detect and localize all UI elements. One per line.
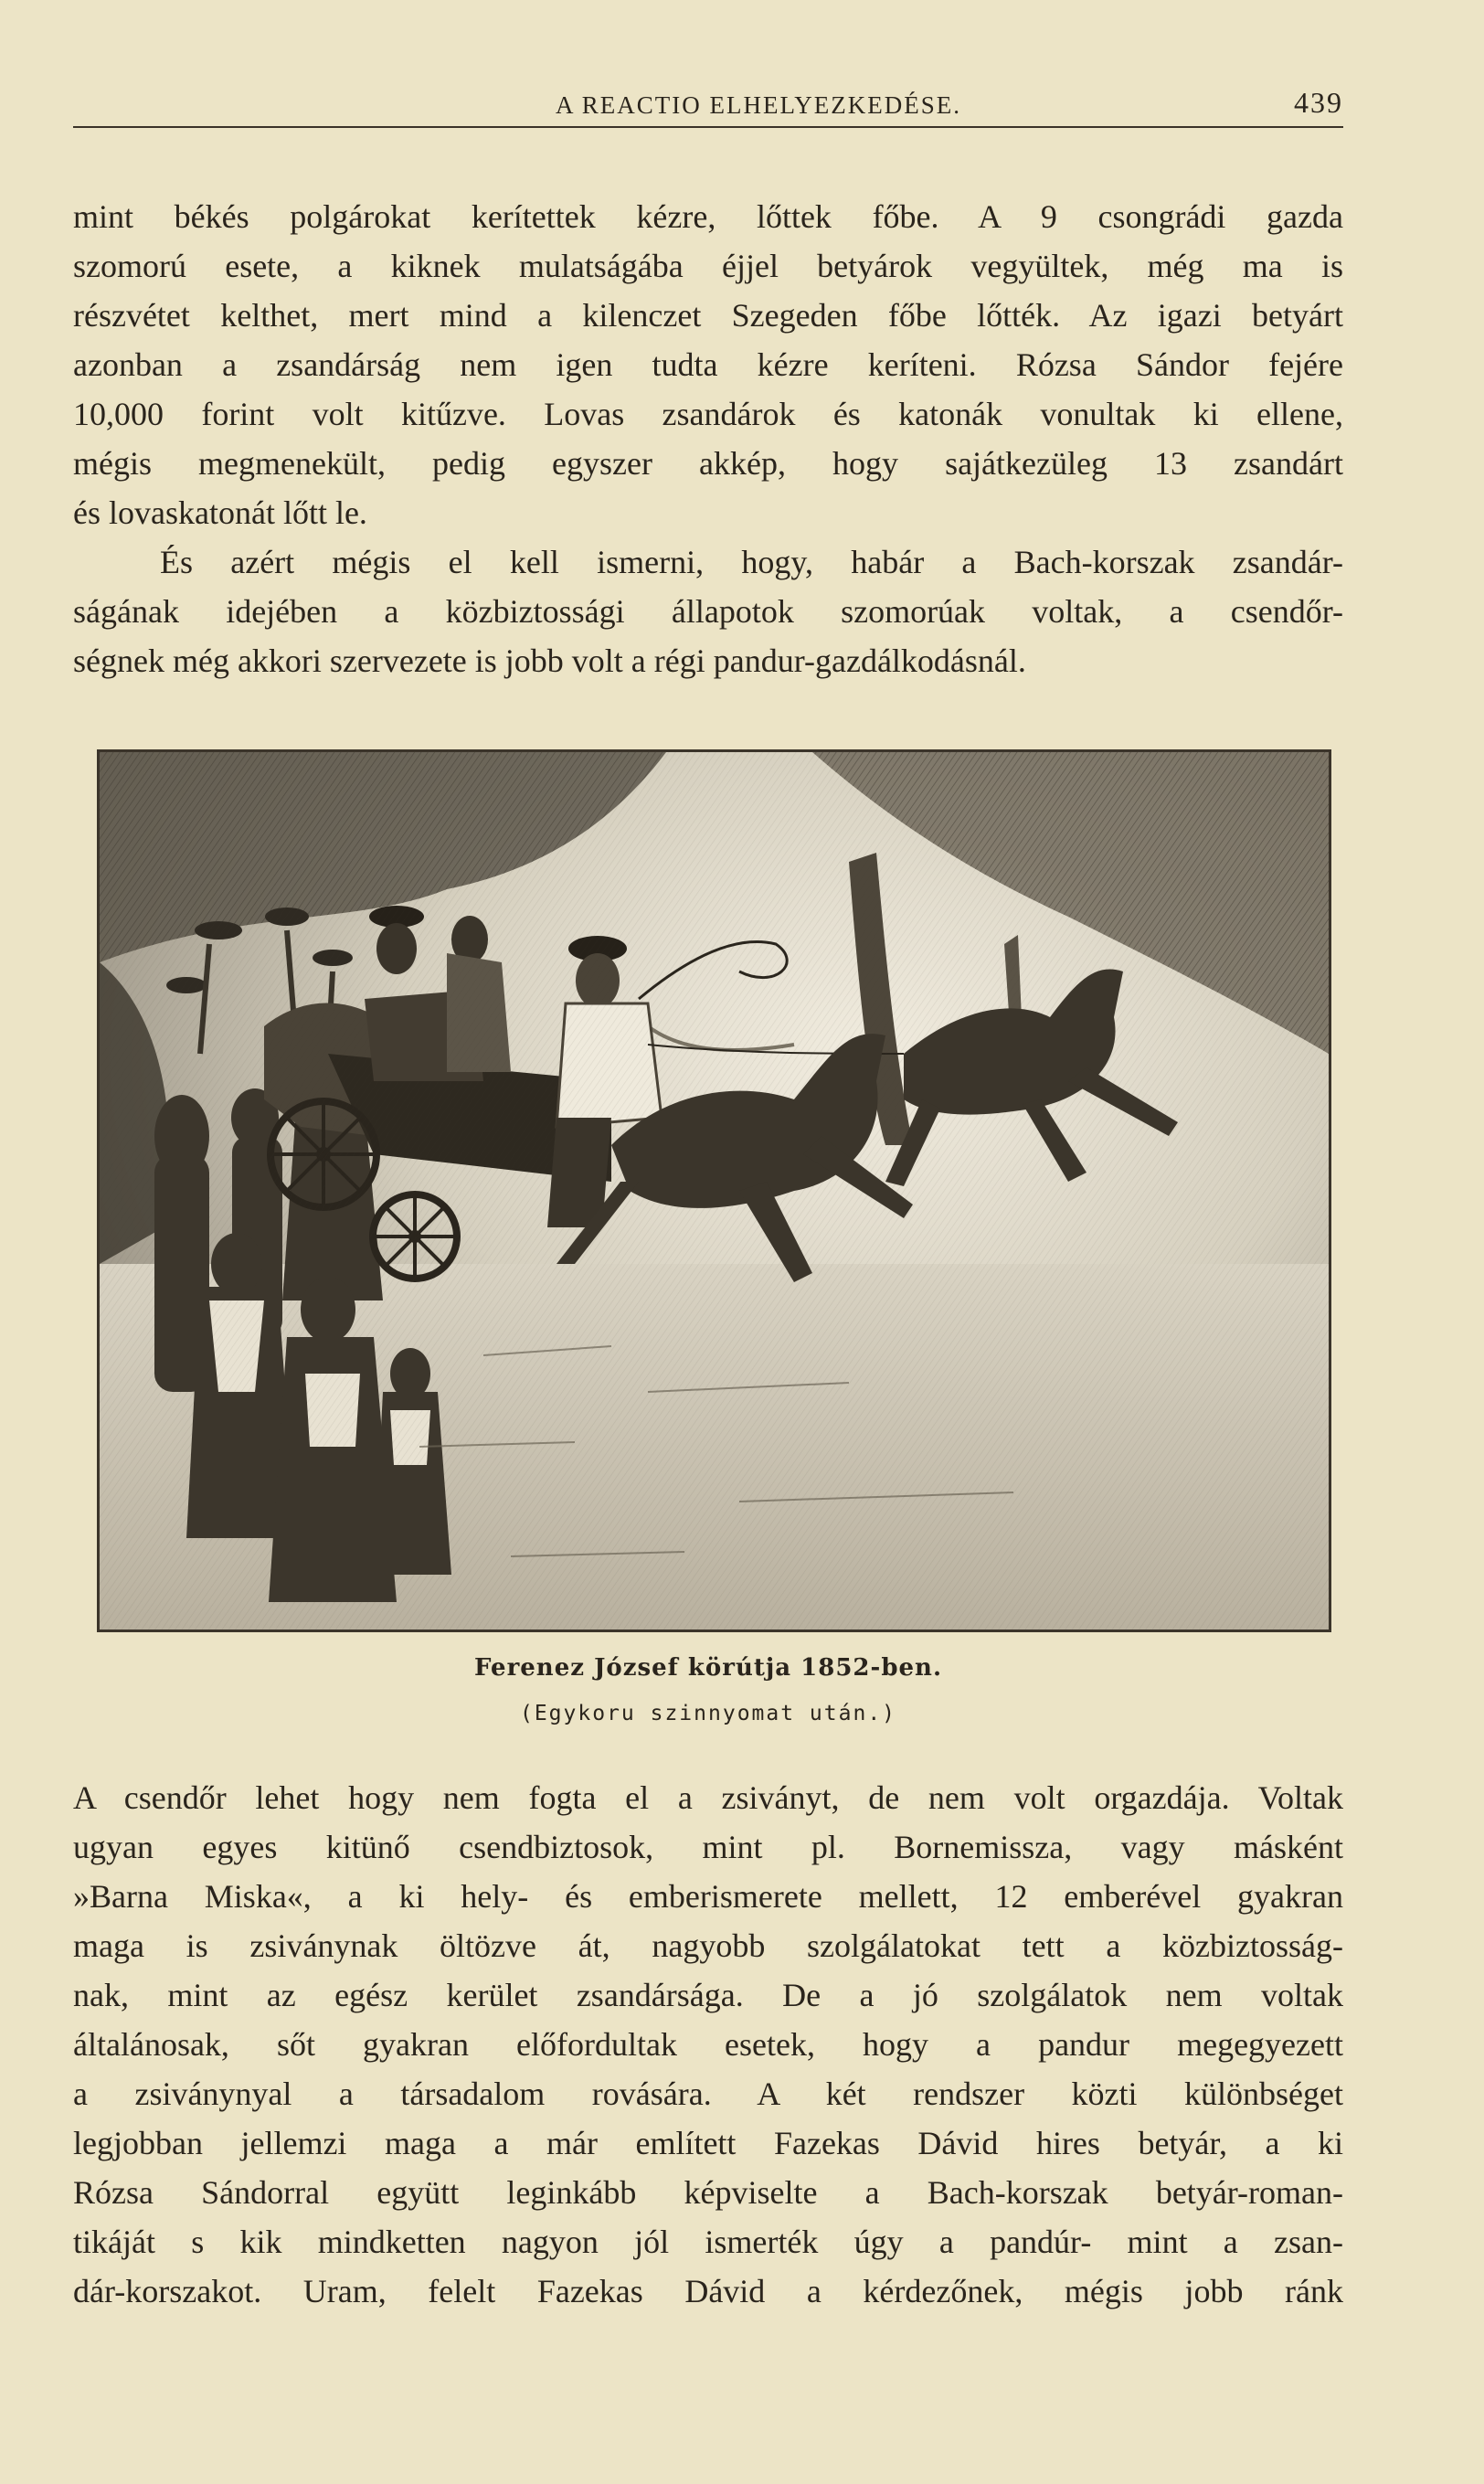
- text-line: És azért mégis el kell ismerni, hogy, habár a Bach-korszak zsandár-: [160, 544, 1343, 580]
- text-line: szomorú esete, a kiknek mulatságába éjjel betyárok vegyültek, még ma is: [73, 248, 1343, 284]
- text-line: ugyan egyes kitünő csendbiztosok, mint pl. Bornemissza, vagy másként: [73, 1829, 1343, 1865]
- paragraph-1: [73, 192, 1343, 537]
- text-line: maga is zsiványnak öltözve át, nagyobb szolgálatokat tett a közbiztosság-: [73, 1927, 1343, 1964]
- figure-caption: Ferenez József körútja 1852-ben.: [473, 1654, 942, 1682]
- carriage-procession-engraving: [100, 752, 1329, 1629]
- text-line: tikáját s kik mindketten nagyon jól ismerték úgy a pandúr- mint a zsan-: [73, 2224, 1343, 2260]
- text-line: 10,000 forint volt kitűzve. Lovas zsandárok és katonák vonultak ki ellene,: [73, 396, 1343, 432]
- text-line: ségnek még akkori szervezete is jobb volt a régi pandur-gazdálkodásnál.: [73, 642, 1026, 679]
- text-line: nak, mint az egész kerület zsandársága. De a jó szolgálatok nem voltak: [73, 1977, 1343, 2013]
- text-line: dár-korszakot. Uram, felelt Fazekas Dávid a kérdezőnek, mégis jobb ránk: [73, 2273, 1343, 2309]
- engraving-illustration: [97, 749, 1331, 1632]
- text-line: részvétet kelthet, mert mind a kilenczet Szegeden főbe lőtték. Az igazi betyárt: [73, 297, 1343, 334]
- text-line: »Barna Miska«, a ki hely- és emberismerete mellett, 12 emberével gyakran: [73, 1878, 1343, 1915]
- text-line: és lovaskatonát lőtt le.: [73, 494, 367, 531]
- text-line: Rózsa Sándorral együtt leginkább képviselte a Bach-korszak betyár-roman-: [73, 2174, 1343, 2211]
- text-line: A csendőr lehet hogy nem fogta el a zsiványt, de nem volt orgazdája. Voltak: [73, 1779, 1343, 1816]
- text-line: mégis megmenekült, pedig egyszer akkép, hogy sajátkezüleg 13 zsandárt: [73, 445, 1343, 482]
- paragraph-3: [73, 1773, 1343, 2316]
- text-line: a zsiványnyal a társadalom rovására. A két rendszer közti különbséget: [73, 2075, 1343, 2112]
- page-number: 439: [1294, 86, 1343, 119]
- paragraph-2: [73, 537, 1343, 685]
- running-title: A REACTIO ELHELYEZKEDÉSE.: [556, 91, 961, 119]
- text-line: azonban a zsandárság nem igen tudta kézre keríteni. Rózsa Sándor fejére: [73, 346, 1343, 383]
- text-line: ságának idejében a közbiztossági állapotok szomorúak voltak, a csendőr-: [73, 593, 1343, 630]
- text-line: legjobban jellemzi maga a már említett Fazekas Dávid hires betyár, a ki: [73, 2125, 1343, 2161]
- text-line: általánosak, sőt gyakran előfordultak esetek, hogy a pandur megegyezett: [73, 2026, 1343, 2063]
- text-line: mint békés polgárokat kerítettek kézre, lőttek főbe. A 9 csongrádi gazda: [73, 198, 1343, 235]
- figure-source-note: (Egykoru szinnyomat után.): [519, 1702, 897, 1725]
- page-header: [73, 80, 1343, 128]
